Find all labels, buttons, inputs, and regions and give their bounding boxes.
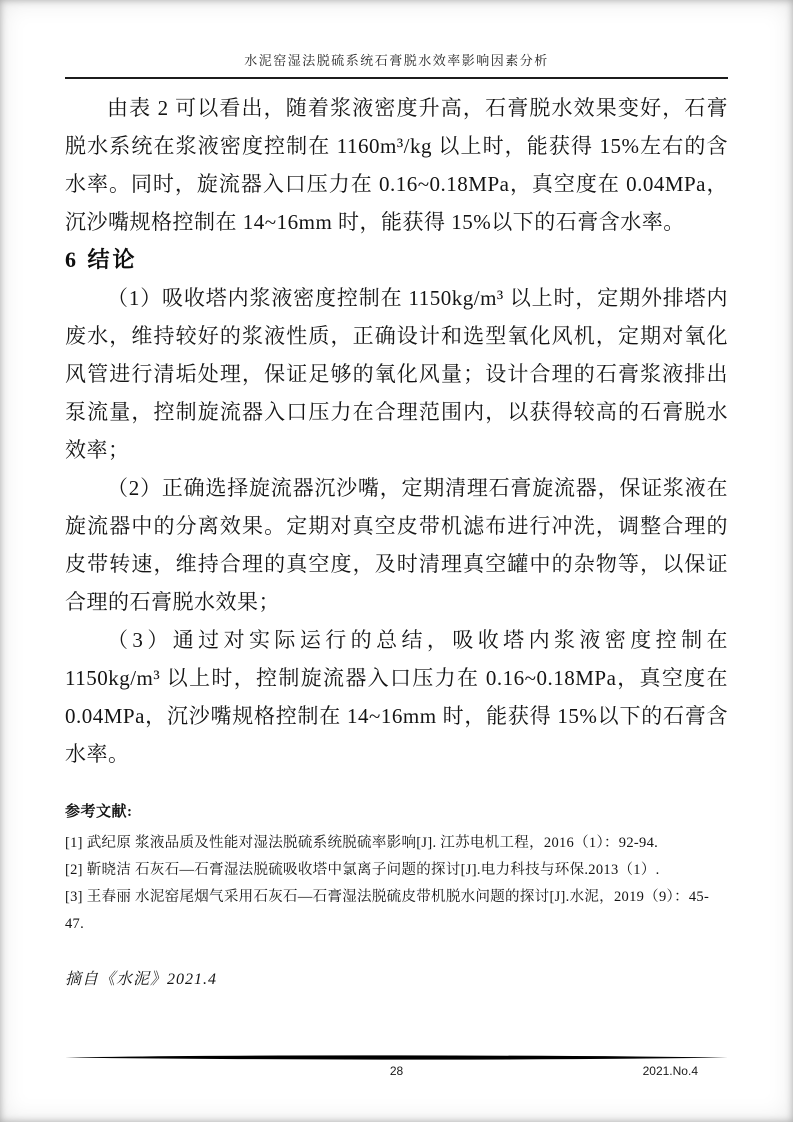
reference-item-3: [3] 王春丽 水泥窑尾烟气采用石灰石—石膏湿法脱硫皮带机脱水问题的探讨[J].水泥，2019（9）：45-47. bbox=[65, 889, 710, 932]
issue-label: 2021.No.4 bbox=[642, 1064, 698, 1078]
reference-item-2: [2] 靳晓洁 石灰石—石膏湿法脱硫吸收塔中氯离子问题的探讨[J].电力科技与环保.2013（1）. bbox=[65, 862, 660, 878]
references-heading: 参考文献: bbox=[65, 804, 133, 820]
source-note: 摘自《水泥》2021.4 bbox=[65, 971, 218, 988]
page-number: 28 bbox=[389, 1064, 404, 1078]
conclusion-paragraph-3: （3）通过对实际运行的总结，吸收塔内浆液密度控制在 1150kg/m³ 以上时，控制旋流器入口压力在 0.16~0.18MPa，真空度在 0.04MPa，沉沙嘴规格控制在 14~16mm 时，能获得 15%以下的石膏含水率。 bbox=[65, 628, 728, 766]
page-header bbox=[65, 50, 728, 79]
page-body bbox=[65, 79, 728, 989]
reference-item-1: [1] 武纪原 浆液品质及性能对湿法脱硫系统脱硫率影响[J]. 江苏电机工程，2016（1）：92-94. bbox=[65, 835, 659, 851]
section-heading-conclusion: 6 结论 bbox=[65, 247, 138, 272]
conclusion-paragraph-2: （2）正确选择旋流器沉沙嘴，定期清理石膏旋流器，保证浆液在旋流器中的分离效果。定期对真空皮带机滤布进行冲洗，调整合理的皮带转速，维持合理的真空度，及时清理真空罐中的杂物等，以保证合理的石膏脱水效果； bbox=[65, 476, 728, 614]
footer-rule bbox=[65, 1054, 728, 1061]
references-section bbox=[65, 801, 728, 938]
running-head-title: 水泥窑湿法脱硫系统石膏脱水效率影响因素分析 bbox=[244, 53, 549, 68]
intro-paragraph: 由表 2 可以看出，随着浆液密度升高，石膏脱水效果变好，石膏脱水系统在浆液密度控制在 1160m³/kg 以上时，能获得 15%左右的含水率。同时，旋流器入口压力在 0.16~0.18MPa，真空度在 0.04MPa，沉沙嘴规格控制在 14~16mm 时，能获得 15%以下的石膏含水率。 bbox=[65, 96, 728, 234]
page-footer bbox=[65, 1054, 728, 1080]
footer-row bbox=[65, 1062, 728, 1080]
conclusion-paragraph-1: （1）吸收塔内浆液密度控制在 1150kg/m³ 以上时，定期外排塔内废水，维持较好的浆液性质，正确设计和选型氧化风机，定期对氧化风管进行清垢处理，保证足够的氧化风量；设计合理的石膏浆液排出泵流量，控制旋流器入口压力在合理范围内，以获得较高的石膏脱水效率； bbox=[65, 286, 728, 462]
